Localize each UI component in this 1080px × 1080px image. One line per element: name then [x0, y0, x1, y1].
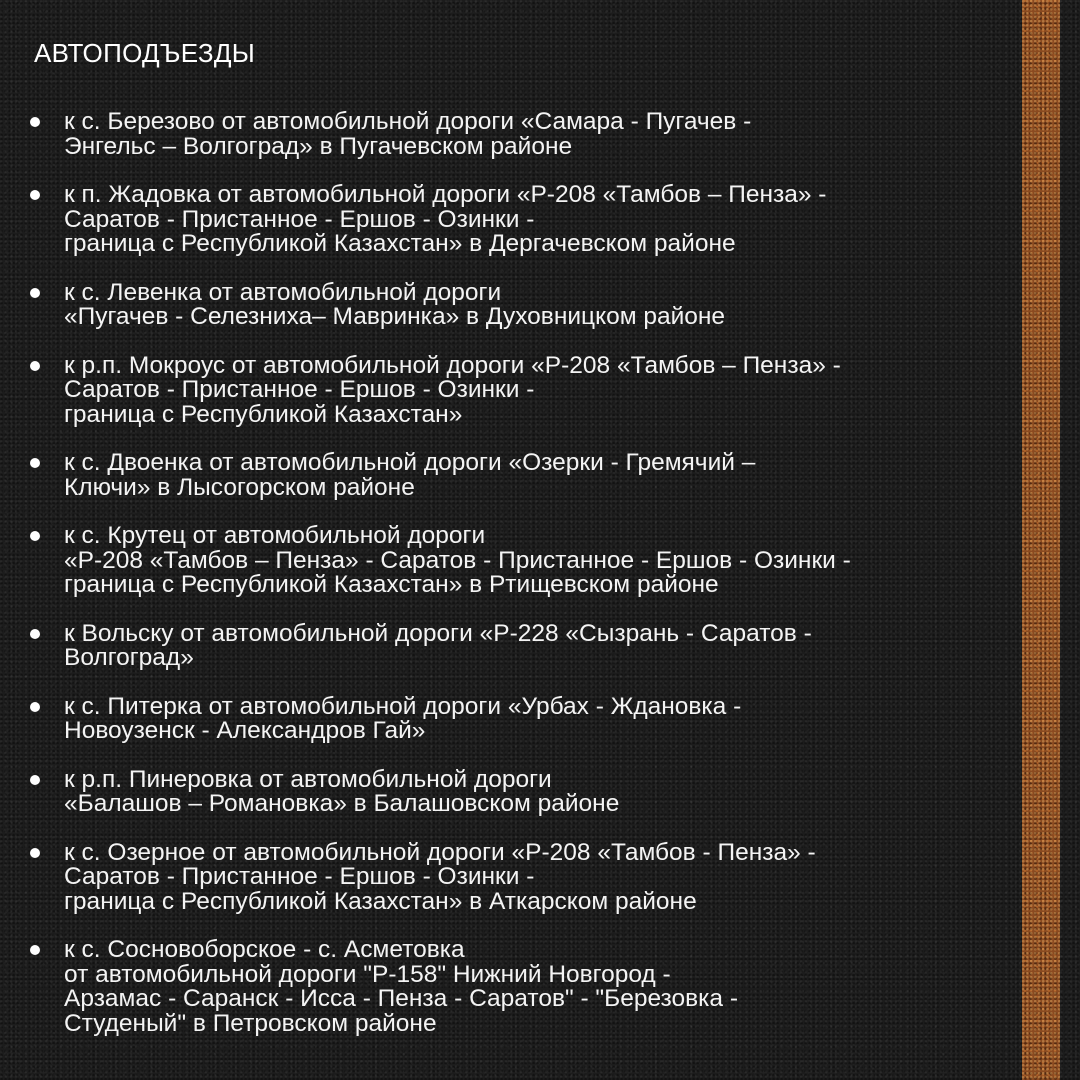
list-item	[30, 838, 1040, 915]
list-item-text-line: «Пугачев - Селезниха– Мавринка» в Духовницком районе	[64, 303, 726, 330]
list-item-text-line: граница с Республикой Казахстан»	[64, 400, 463, 428]
list-item-text-line: к с. Озерное от автомобильной дороги «Р-208 «Тамбов - Пенза» -	[64, 838, 816, 866]
list-item-text-line: к п. Жадовка от автомобильной дороги «Р-208 «Тамбов – Пенза» -	[64, 181, 827, 208]
list-item-text-line: граница с Республикой Казахстан» в Дергачевском районе	[64, 230, 736, 257]
list-item-text-line: «Р-208 «Тамбов – Пенза» - Саратов - Пристанное - Ершов - Озинки -	[64, 546, 851, 574]
list-item-text-line: граница с Республикой Казахстан» в Аткарском районе	[64, 887, 697, 915]
bullet-icon	[30, 531, 40, 541]
list-item	[30, 619, 1040, 671]
list-item-text-line: к с. Крутец от автомобильной дороги	[64, 522, 486, 549]
list-item	[30, 351, 1040, 428]
list-item	[30, 765, 1040, 817]
list-item-text-line: к Вольску от автомобильной дороги «Р-228 «Сызрань - Саратов -	[64, 619, 812, 647]
list-item-text-line: Арзамас - Саранск - Исса - Пенза - Саратов" - "Березовка -	[64, 985, 738, 1012]
list-item-text-line: Саратов - Пристанное - Ершов - Озинки -	[64, 205, 535, 233]
list-item-text-line: к р.п. Мокроус от автомобильной дороги «Р-208 «Тамбов – Пенза» -	[64, 351, 841, 379]
bullet-icon	[30, 117, 40, 127]
list-item-text-line: к с. Питерка от автомобильной дороги «Урбах - Ждановка -	[64, 692, 742, 720]
list-item-text-line: к с. Сосновоборское - с. Асметовка	[64, 936, 465, 963]
list-item-text-line: к с. Двоенка от автомобильной дороги «Озерки - Гремячий –	[64, 449, 756, 476]
list-item-text-line: Волгоград»	[64, 644, 194, 671]
list-item-text-line: Энгельс – Волгоград» в Пугачевском районе	[64, 132, 573, 160]
list-item-text-line: Новоузенск - Александров Гай»	[64, 717, 426, 744]
bullet-icon	[30, 945, 40, 955]
bullet-icon	[30, 775, 40, 785]
bullet-icon	[30, 848, 40, 858]
list-item-text-line: к с. Левенка от автомобильной дороги	[64, 278, 502, 306]
bullet-icon	[30, 702, 40, 712]
list-item-text-line: Студеный" в Петровском районе	[64, 1009, 437, 1037]
list-item-text-line: Саратов - Пристанное - Ершов - Озинки -	[64, 863, 535, 890]
list-item	[30, 524, 1040, 598]
list-item-text-line: от автомобильной дороги "Р-158" Нижний Новгород -	[64, 960, 671, 988]
list-item	[30, 451, 1040, 500]
bullet-icon	[30, 629, 40, 639]
bullet-icon	[30, 361, 40, 371]
list-item	[30, 938, 1040, 1036]
list-item	[30, 110, 1040, 159]
list-item-text-line: «Балашов – Романовка» в Балашовском районе	[64, 790, 620, 817]
bullet-icon	[30, 288, 40, 298]
list-item-text-line: Саратов - Пристанное - Ершов - Озинки -	[64, 376, 535, 403]
list-item-text-line: к р.п. Пинеровка от автомобильной дороги	[64, 765, 552, 793]
list-item	[30, 183, 1040, 257]
list-item-text-line: граница с Республикой Казахстан» в Ртищевском районе	[64, 571, 719, 598]
bullet-icon	[30, 190, 40, 200]
list-item	[30, 692, 1040, 744]
road-list	[30, 110, 1040, 1060]
list-item-text-line: к с. Березово от автомобильной дороги «Самара - Пугачев -	[64, 108, 752, 135]
list-item-text-line: Ключи» в Лысогорском районе	[64, 473, 415, 501]
page-title: АВТОПОДЪЕЗДЫ	[34, 38, 256, 68]
bullet-icon	[30, 458, 40, 468]
list-item	[30, 278, 1040, 330]
